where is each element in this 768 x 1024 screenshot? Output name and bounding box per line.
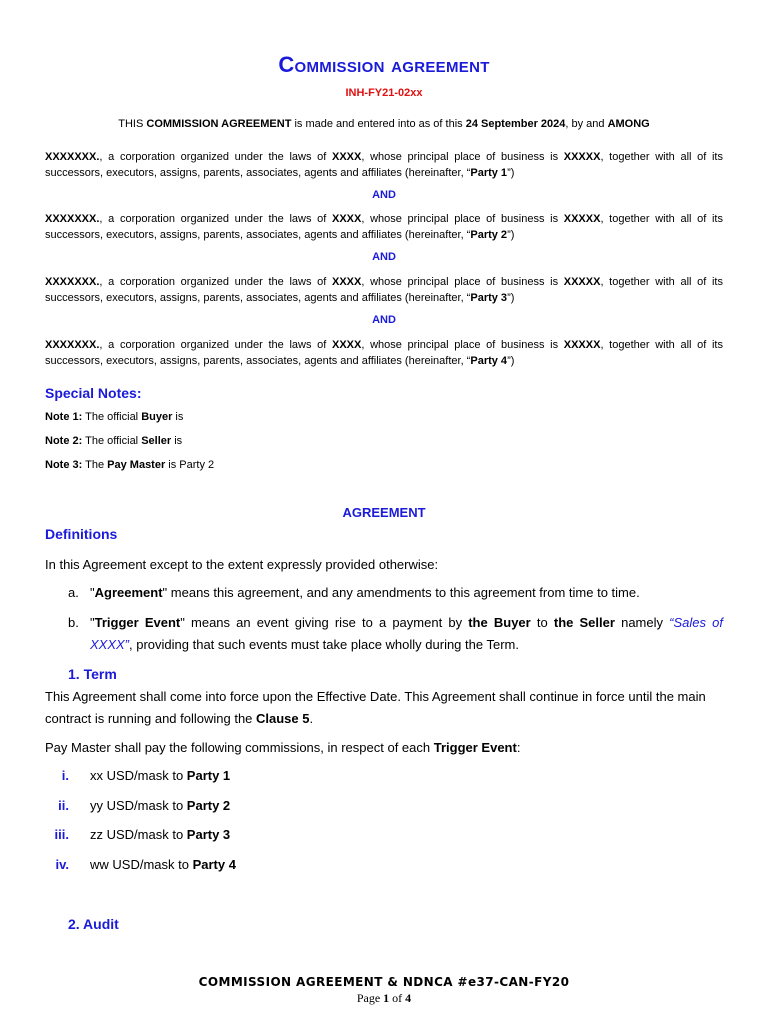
- intro-among: AMONG: [607, 118, 650, 130]
- audit-heading: 2. Audit: [68, 916, 119, 932]
- commission-item: ww USD/mask to Party 4: [90, 857, 236, 872]
- agreement-heading: AGREEMENT: [342, 505, 426, 520]
- intro-date: 24 September 2024: [465, 118, 566, 130]
- list-marker-b: b.: [68, 615, 79, 630]
- note-1: Note 1: The official Buyer is: [45, 411, 184, 423]
- document-title: Commission agreement: [278, 52, 490, 77]
- and-separator: AND: [372, 314, 396, 326]
- intro-text: , by and: [565, 118, 608, 130]
- list-marker-i: i.: [61, 768, 69, 783]
- list-marker-iii: iii.: [54, 827, 69, 842]
- party-paragraph: XXXXXXX., a corporation organized under the laws of XXXX, whose principal place of business is XXXXX, together with all of its successors, executors, assigns, parents, associates, agents and affiliates (hereinafter, “Party 2”): [45, 213, 723, 241]
- party-paragraph: XXXXXXX., a corporation organized under the laws of XXXX, whose principal place of business is XXXXX, together with all of its successors, executors, assigns, parents, associates, agents and affiliates (hereinafter, “Party 1”): [45, 151, 723, 179]
- and-separator: AND: [372, 189, 396, 201]
- party-paragraph: XXXXXXX., a corporation organized under the laws of XXXX, whose principal place of business is XXXXX, together with all of its successors, executors, assigns, parents, associates, agents and affiliates (hereinafter, “Party 4”): [45, 339, 723, 367]
- definition-trigger-event: "Trigger Event" means an event giving rise to a payment by the Buyer to the Seller namely “Sales of XXXX”, providing that such events must take place wholly during the Term.: [90, 615, 723, 652]
- definitions-heading: Definitions: [45, 526, 118, 542]
- special-notes-heading: Special Notes:: [45, 385, 142, 401]
- list-marker-iv: iv.: [55, 857, 69, 872]
- and-separator: AND: [372, 251, 396, 263]
- list-marker-ii: ii.: [58, 798, 69, 813]
- term-paragraph: This Agreement shall come into force upon the Effective Date. This Agreement shall continue in force until the main contract is running and following the Clause 5.: [45, 689, 706, 726]
- party-paragraph: XXXXXXX., a corporation organized under the laws of XXXX, whose principal place of business is XXXXX, together with all of its successors, executors, assigns, parents, associates, agents and affiliates (hereinafter, “Party 3”): [45, 276, 723, 304]
- intro-text: is made and entered into as of this: [291, 118, 466, 130]
- pay-master-paragraph: Pay Master shall pay the following commissions, in respect of each Trigger Event:: [45, 740, 521, 755]
- intro-line: [0, 118, 768, 130]
- definitions-intro: In this Agreement except to the extent expressly provided otherwise:: [45, 557, 439, 572]
- definition-agreement: "Agreement" means this agreement, and any amendments to this agreement from time to time.: [90, 585, 640, 600]
- list-marker-a: a.: [68, 585, 79, 600]
- intro-agreement-bold: COMMISSION AGREEMENT: [146, 118, 292, 130]
- commission-item: zz USD/mask to Party 3: [90, 827, 231, 842]
- page-number: Page 1 of 4: [356, 991, 412, 1005]
- footer-title: COMMISSION AGREEMENT & NDNCA #e37-CAN-FY20: [198, 975, 570, 989]
- note-2: Note 2: The official Seller is: [45, 435, 183, 447]
- intro-text: THIS: [118, 118, 147, 130]
- note-3: Note 3: The Pay Master is Party 2: [45, 459, 215, 471]
- commission-item: yy USD/mask to Party 2: [90, 798, 231, 813]
- commission-item: xx USD/mask to Party 1: [90, 768, 231, 783]
- term-heading: 1. Term: [68, 666, 117, 682]
- document-number: INH-FY21-02xx: [345, 87, 423, 99]
